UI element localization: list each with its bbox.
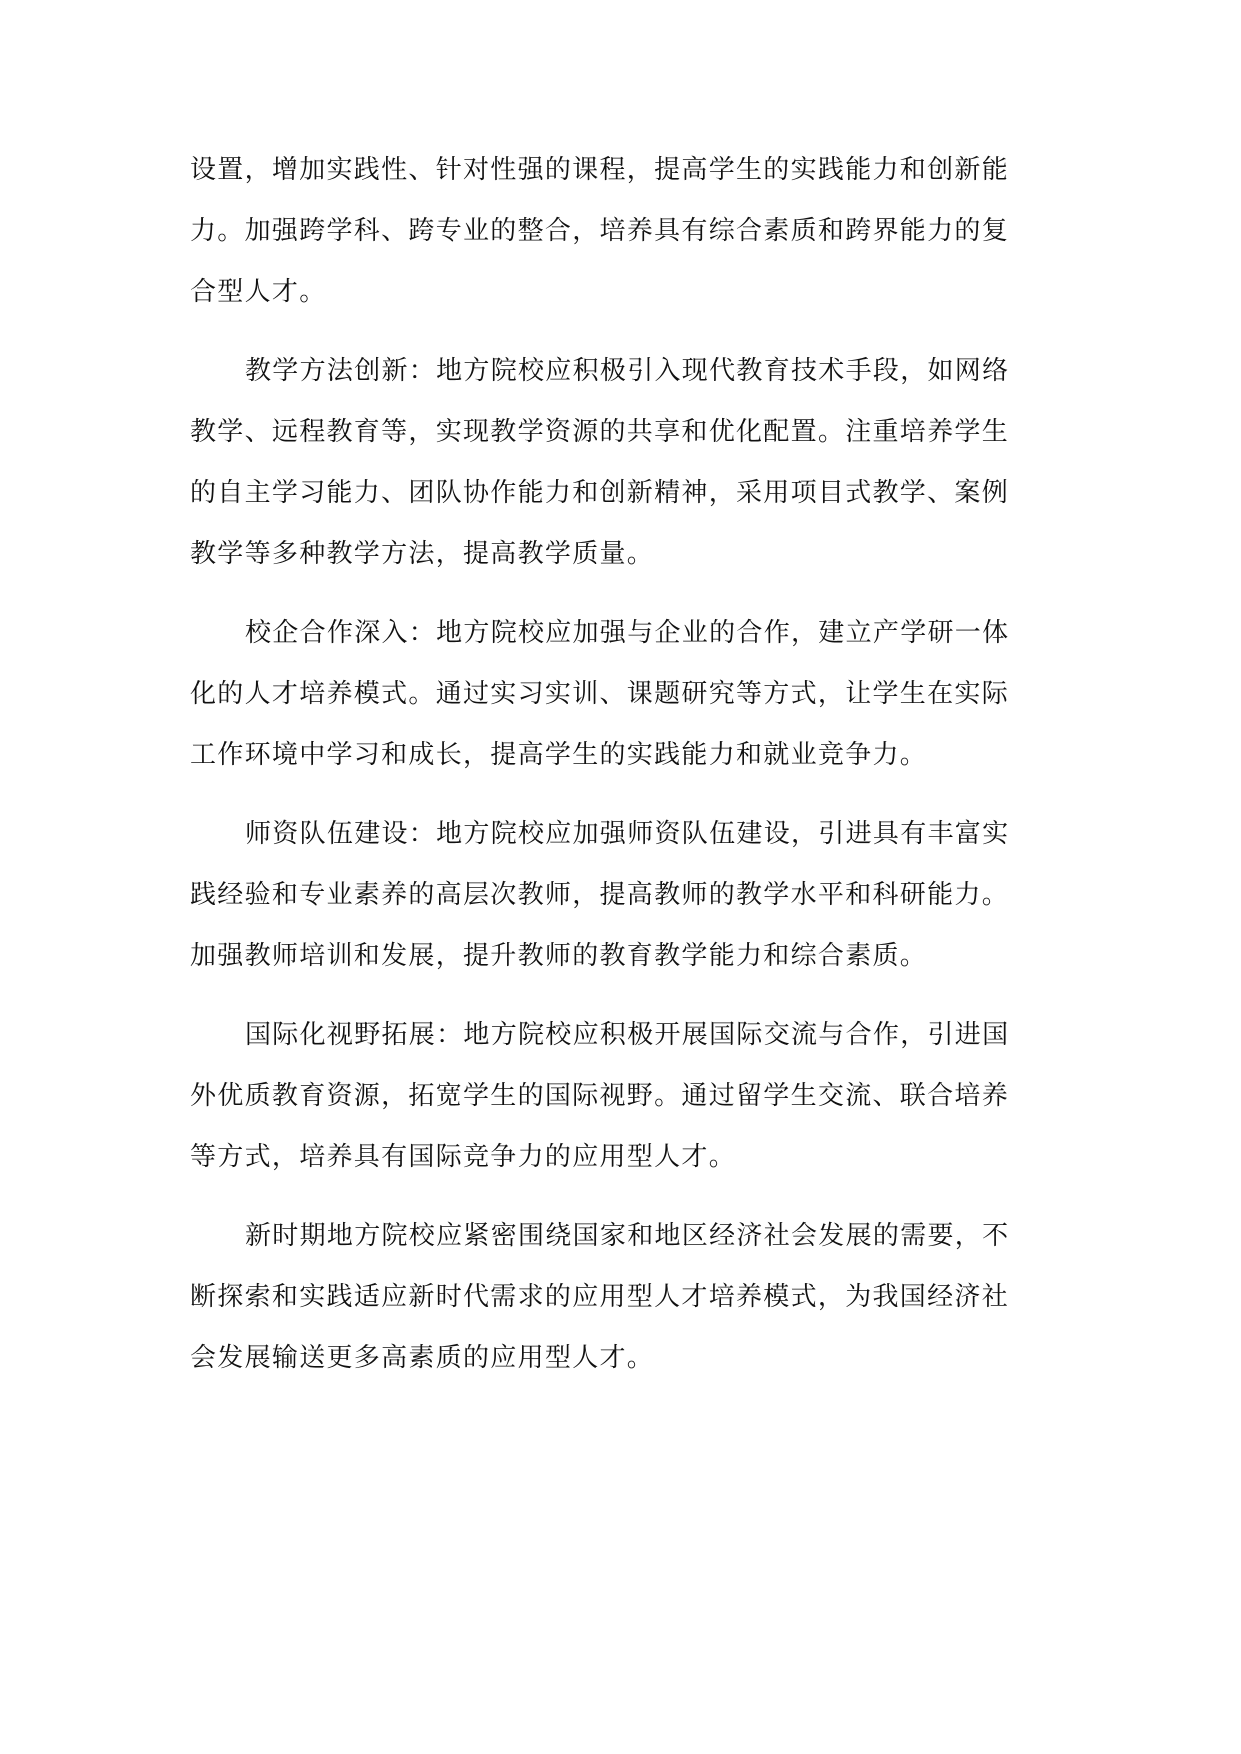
paragraph-teaching-method [190, 341, 1052, 585]
text-line: 师资队伍建设：地方院校应加强师资队伍建设，引进具有丰富实 [245, 819, 1010, 849]
text-line: 国际化视野拓展：地方院校应积极开展国际交流与合作，引进国 [245, 1020, 1010, 1050]
paragraph-continuation [190, 140, 1052, 323]
text-line: 教学、远程教育等，实现教学资源的共享和优化配置。注重培养学生 [190, 417, 1010, 447]
paragraph-spacing [190, 585, 1052, 603]
paragraph-school-enterprise [190, 603, 1052, 786]
text-line: 践经验和专业素养的高层次教师，提高教师的教学水平和科研能力。 [190, 880, 1010, 910]
text-line: 断探索和实践适应新时代需求的应用型人才培养模式，为我国经济社 [190, 1282, 1010, 1312]
paragraph-spacing [190, 987, 1052, 1005]
text-line: 校企合作深入：地方院校应加强与企业的合作，建立产学研一体 [245, 618, 1010, 648]
paragraph-faculty [190, 804, 1052, 987]
text-line: 教学方法创新：地方院校应积极引入现代教育技术手段，如网络 [245, 356, 1010, 386]
text-line: 的自主学习能力、团队协作能力和创新精神，采用项目式教学、案例 [190, 478, 1010, 508]
paragraph-international [190, 1005, 1052, 1188]
paragraph-spacing [190, 1188, 1052, 1206]
text-line: 加强教师培训和发展，提升教师的教育教学能力和综合素质。 [190, 941, 928, 971]
text-line: 力。加强跨学科、跨专业的整合，培养具有综合素质和跨界能力的复 [190, 216, 1010, 246]
text-line: 等方式，培养具有国际竞争力的应用型人才。 [190, 1142, 737, 1172]
text-line: 设置，增加实践性、针对性强的课程，提高学生的实践能力和创新能 [190, 155, 1010, 185]
text-line: 新时期地方院校应紧密围绕国家和地区经济社会发展的需要，不 [245, 1221, 1010, 1251]
text-line: 外优质教育资源，拓宽学生的国际视野。通过留学生交流、联合培养 [190, 1081, 1010, 1111]
text-line: 化的人才培养模式。通过实习实训、课题研究等方式，让学生在实际 [190, 679, 1010, 709]
text-line: 会发展输送更多高素质的应用型人才。 [190, 1343, 655, 1373]
paragraph-conclusion [190, 1206, 1052, 1389]
document-body [190, 140, 1052, 1389]
paragraph-spacing [190, 323, 1052, 341]
paragraph-spacing [190, 786, 1052, 804]
text-line: 工作环境中学习和成长，提高学生的实践能力和就业竞争力。 [190, 740, 928, 770]
text-line: 教学等多种教学方法，提高教学质量。 [190, 539, 655, 569]
text-line: 合型人才。 [190, 277, 327, 307]
